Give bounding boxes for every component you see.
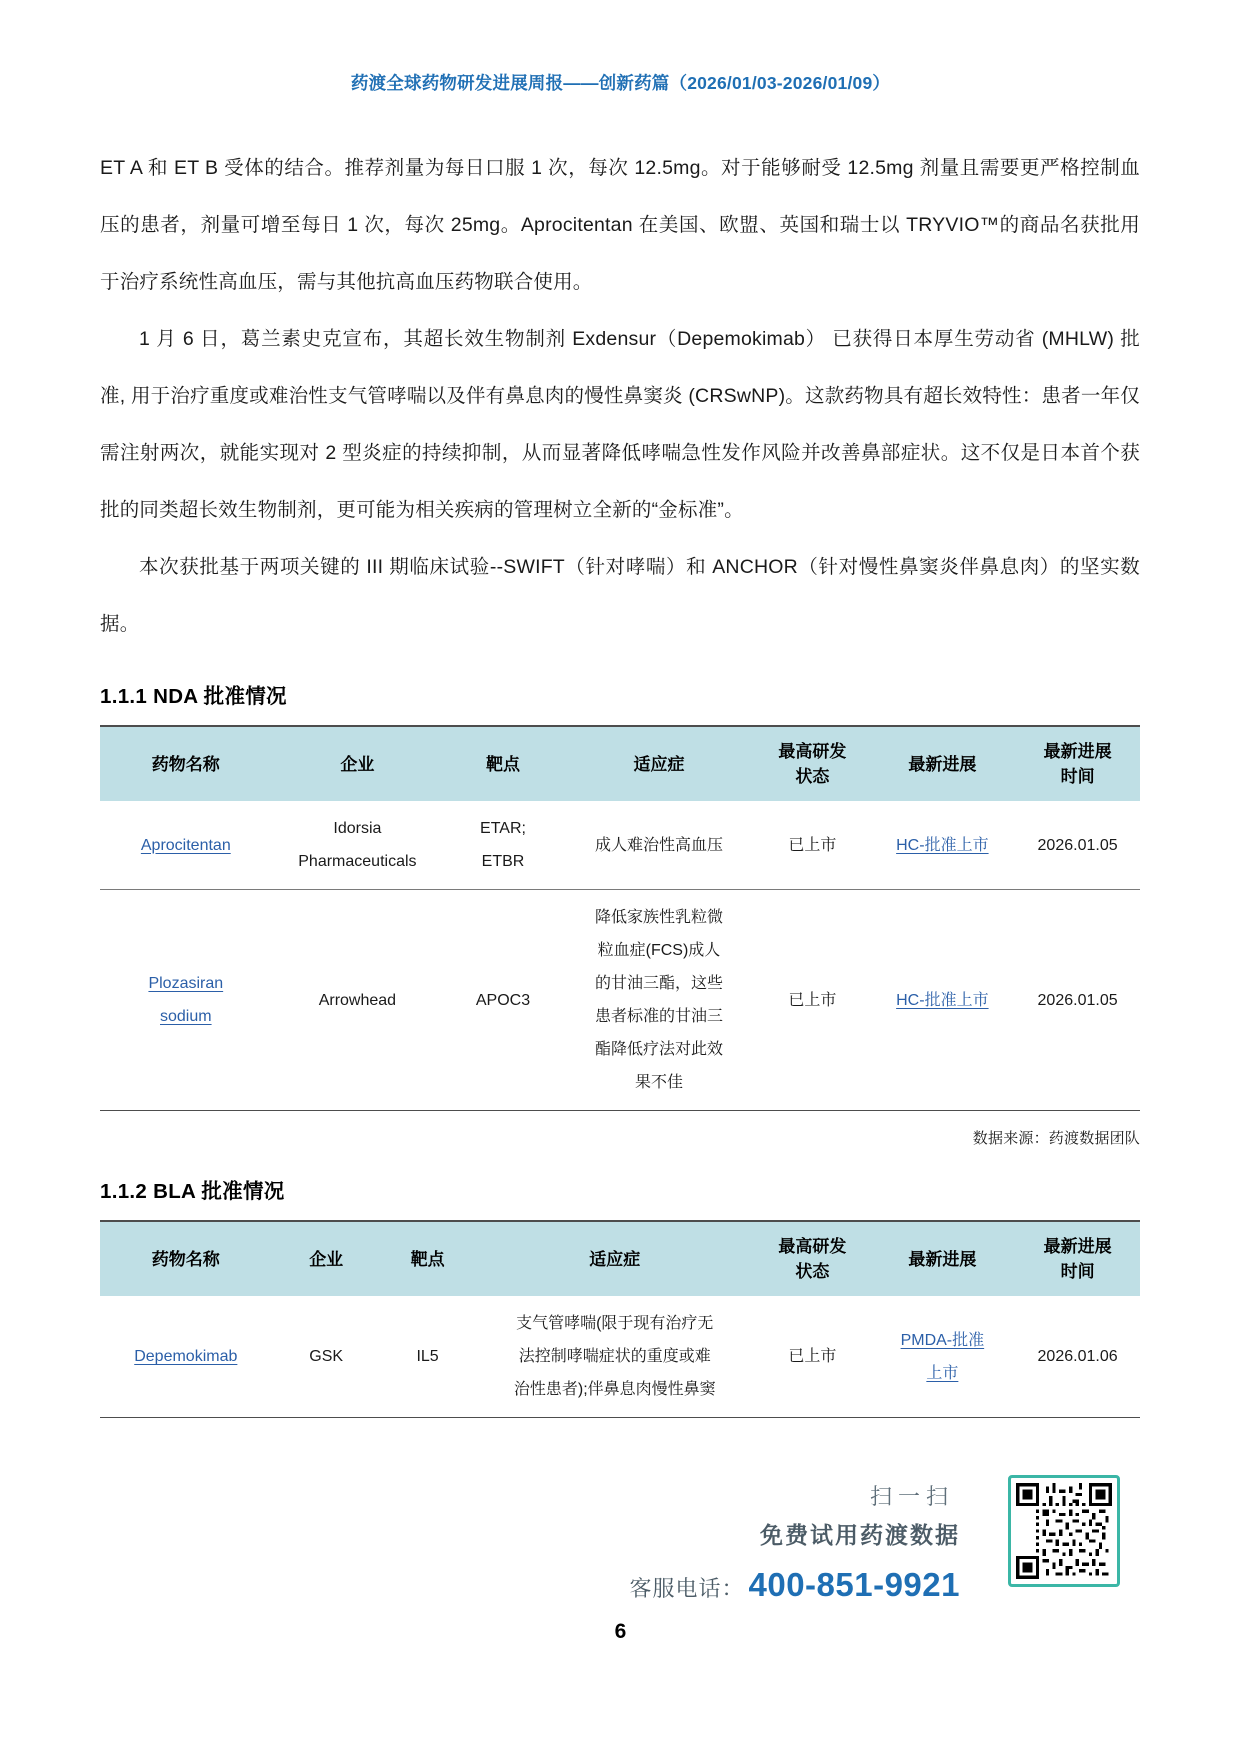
table-row [100, 1296, 1140, 1418]
paragraph-depemokimab-approval: 1 月 6 日，葛兰素史克宣布，其超长效生物制剂 Exdensur（Depemokimab） 已获得日本厚生劳动省 (MHLW) 批准, 用于治疗重度或难治性支气管哮喘以及伴有鼻息肉的慢性鼻窦炎 (CRSwNP)。这款药物具有超长效特性：患者一年仅需注射两次，就能实现对 2 型炎症的持续抑制，从而显著降低哮喘急性发作风险并改善鼻部症状。这不仅是日本首个获批的同类超长效生物制剂，更可能为相关疾病的管理树立全新的“金标准”。 [100, 328, 1140, 521]
col-drug-name: 药物名称 [100, 726, 272, 801]
cell-latest-progress-date: 2026.01.05 [1015, 801, 1140, 890]
table-row [100, 890, 1140, 1111]
drug-link-aprocitentan[interactable]: Aprocitentan [140, 836, 231, 854]
target-line-2: ETBR [481, 853, 525, 870]
indication-line-1: 成人难治性高血压 [594, 836, 723, 854]
cell-indication [474, 1296, 755, 1418]
col-highest-status-line1: 最高研发 [778, 1237, 847, 1256]
drug-link-depemokimab[interactable]: Depemokimab [134, 1348, 238, 1365]
indication-line-1: 降低家族性乳粒微 [594, 909, 723, 926]
cell-target [443, 801, 563, 890]
col-highest-status [755, 726, 869, 801]
col-highest-status [755, 1221, 869, 1296]
drug-line-1: Plozasiran [148, 975, 224, 992]
qr-code-icon [1016, 1483, 1112, 1579]
company-line-1: Idorsia [333, 820, 382, 837]
section-heading-bla: 1.1.2 BLA 批准情况 [100, 1180, 285, 1203]
cell-indication [563, 801, 755, 890]
company-line-1: Arrowhead [318, 991, 397, 1009]
cell-highest-status: 已上市 [755, 1296, 869, 1418]
cell-drug-name [100, 1296, 272, 1418]
cell-company [272, 801, 444, 890]
nda-approval-table [100, 725, 1140, 1111]
paragraph-aprocitentan-dosing: ET A 和 ET B 受体的结合。推荐剂量为每日口服 1 次，每次 12.5mg。对于能够耐受 12.5mg 剂量且需要更严格控制血压的患者，剂量可增至每日 1 次，每次 25mg。Aprocitentan 在美国、欧盟、英国和瑞士以 TRYVIO™的商品名获批用于治疗系统性高血压，需与其他抗高血压药物联合使用。 [100, 157, 1140, 293]
target-line-1: APOC3 [475, 991, 531, 1009]
col-highest-status-line1: 最高研发 [778, 742, 847, 761]
col-latest-progress-date-line2: 时间 [1060, 1262, 1095, 1281]
col-highest-status-line2: 状态 [795, 1262, 830, 1281]
table-header-row [100, 1221, 1140, 1296]
col-company: 企业 [272, 726, 444, 801]
indication-line-5: 酯降低疗法对此效 [594, 1041, 723, 1058]
col-latest-progress: 最新进展 [870, 1221, 1016, 1296]
cell-latest-progress-date: 2026.01.06 [1015, 1296, 1140, 1418]
cell-latest-progress-date: 2026.01.05 [1015, 890, 1140, 1111]
col-latest-progress-date [1015, 726, 1140, 801]
promo-trial-label: 免费试用药渡数据 [760, 1522, 960, 1548]
cell-latest-progress [870, 1296, 1016, 1418]
progress-line-2: 上市 [926, 1364, 959, 1382]
target-line-1: IL5 [416, 1348, 439, 1365]
col-company: 企业 [272, 1221, 381, 1296]
progress-link-hc-approval[interactable]: HC-批准上市 [896, 836, 989, 854]
section-heading-nda: 1.1.1 NDA 批准情况 [100, 685, 287, 708]
company-line-2: Pharmaceuticals [298, 853, 417, 870]
table-row [100, 801, 1140, 890]
col-latest-progress: 最新进展 [870, 726, 1016, 801]
col-latest-progress-date-line2: 时间 [1060, 767, 1095, 786]
nda-table-header [100, 726, 1140, 801]
cell-target [443, 890, 563, 1111]
indication-line-4: 患者标准的甘油三 [594, 1008, 723, 1025]
cell-latest-progress [870, 890, 1016, 1111]
progress-line-1: PMDA-批准 [900, 1331, 985, 1349]
cell-company [272, 1296, 381, 1418]
cell-highest-status: 已上市 [755, 890, 869, 1111]
drug-link-plozasiran-sodium[interactable] [148, 975, 223, 1025]
cell-highest-status: 已上市 [755, 801, 869, 890]
bla-table-header [100, 1221, 1140, 1296]
col-indication: 适应症 [474, 1221, 755, 1296]
col-target: 靶点 [381, 1221, 475, 1296]
indication-line-3: 的甘油三酯，这些 [594, 975, 723, 992]
indication-line-6: 果不佳 [634, 1074, 683, 1091]
indication-line-2: 粒血症(FCS)成人 [597, 942, 721, 959]
cell-indication [563, 890, 755, 1111]
indication-line-3: 治性患者);伴鼻息肉慢性鼻窦 [513, 1381, 716, 1398]
document-body [100, 140, 1140, 1418]
promo-phone-row [620, 1566, 960, 1604]
progress-link-pmda-approval[interactable] [901, 1332, 985, 1382]
indication-line-2: 法控制哮喘症状的重度或难 [518, 1348, 711, 1365]
cell-company [272, 890, 444, 1111]
progress-link-hc-approval[interactable]: HC-批准上市 [896, 991, 989, 1009]
page-number: 6 [614, 1620, 627, 1643]
cell-drug-name [100, 801, 272, 890]
col-latest-progress-date-line1: 最新进展 [1043, 742, 1112, 761]
col-drug-name: 药物名称 [100, 1221, 272, 1296]
document-running-header: 药渡全球药物研发进展周报——创新药篇（2026/01/03-2026/01/09） [350, 73, 891, 93]
target-line-1: ETAR; [480, 820, 526, 837]
cell-latest-progress [870, 801, 1016, 890]
company-line-1: GSK [309, 1348, 344, 1365]
cell-drug-name [100, 890, 272, 1111]
qr-code-box[interactable] [1008, 1475, 1120, 1587]
nda-table-source-note: 数据来源：药渡数据团队 [972, 1130, 1140, 1147]
col-target: 靶点 [443, 726, 563, 801]
table-header-row [100, 726, 1140, 801]
promo-phone-label: 客服电话： [629, 1576, 745, 1601]
indication-line-1: 支气管哮喘(限于现有治疗无 [516, 1315, 714, 1332]
promo-phone-number: 400-851-9921 [748, 1566, 960, 1603]
promo-scan-label: 扫一扫 [869, 1484, 954, 1509]
bla-approval-table [100, 1220, 1140, 1418]
promo-text-group [620, 1480, 960, 1604]
col-latest-progress-date [1015, 1221, 1140, 1296]
col-latest-progress-date-line1: 最新进展 [1043, 1237, 1112, 1256]
paragraph-trials-basis: 本次获批基于两项关键的 III 期临床试验--SWIFT（针对哮喘）和 ANCHOR（针对慢性鼻窦炎伴鼻息肉）的坚实数据。 [100, 556, 1140, 635]
drug-line-2: sodium [160, 1008, 212, 1025]
col-highest-status-line2: 状态 [795, 767, 830, 786]
cell-target [381, 1296, 475, 1418]
col-indication: 适应症 [563, 726, 755, 801]
